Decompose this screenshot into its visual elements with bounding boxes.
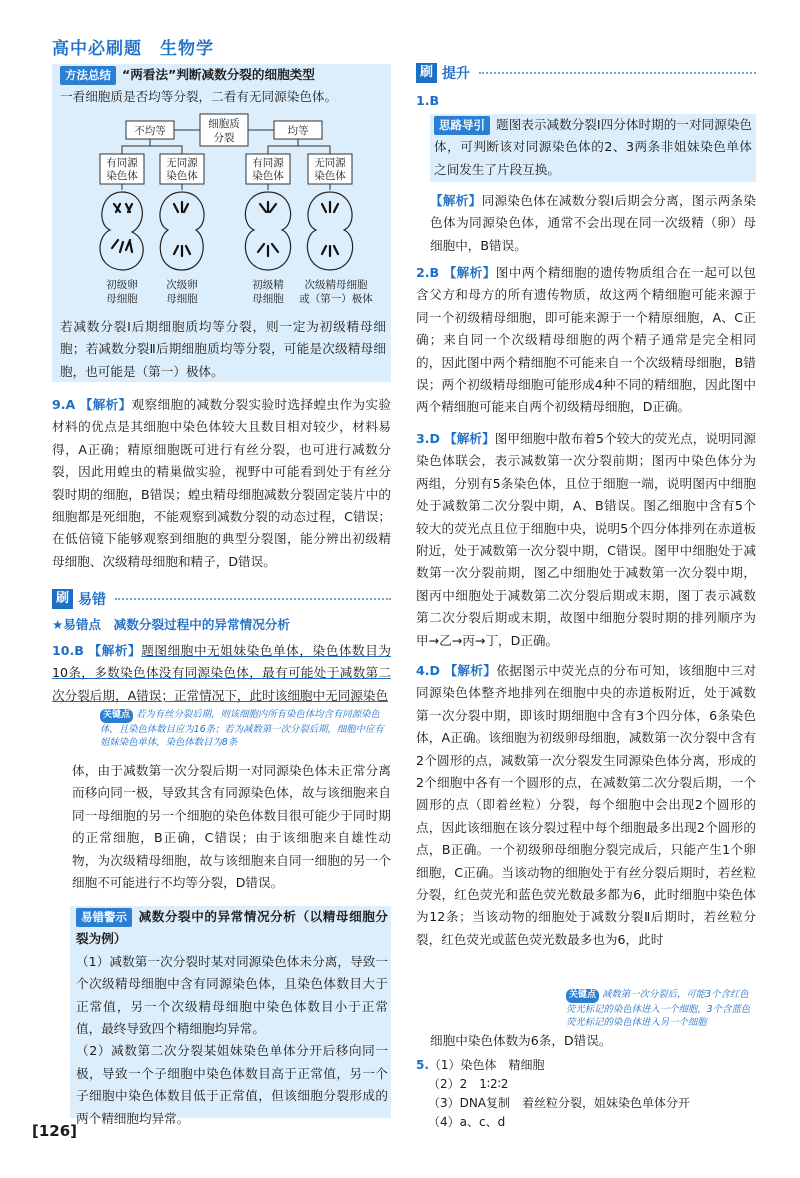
svg-text:次级卵: 次级卵	[166, 279, 198, 291]
svg-text:母细胞: 母细胞	[106, 293, 138, 305]
section-error-header: 刷 易错	[52, 588, 391, 610]
question-10-continued: 体，由于减数第一次分裂后期一对同源染色体未正常分离而移向同一极，导致其含有同源染色体，故与该细胞来自同一母细胞的另一个细胞的染色体数目很可能少于同时期的正常细胞，B正确，C错误；由于该细胞来自雄性动物，为次级精母细胞，故与该细胞来自同一细胞的另一个细胞不可能进行不均等分裂，D错误。	[72, 763, 391, 891]
question-5: 5.（1）染色体 精细胞 （2）2 1∶2∶2 （3）DNA复制 着丝粒分裂，姐妹染色单体分开 （4）a、c、d	[416, 1058, 691, 1129]
svg-text:分裂: 分裂	[213, 132, 235, 144]
question-4: 4.D 【解析】依据图示中荧光点的分布可知，该细胞中三对同源染色体整齐地排列在细胞中央的赤道板附近，处于减数第一次分裂中期，即该时期细胞中含有3个四分体，6条染色体，A正确。该细胞为初级卵母细胞，减数第一次分裂中含有2个圆形的点，减数第一次分裂发生同源染色体分离，形成的2个细胞中各有一个圆形的点，在减数第二次分裂后期，一个圆形的点（即着丝粒）分裂，每个细胞中会出现2个圆形的点，因此该细胞在该分裂过程中每个细胞最多出现2个圆形的点，B正确。一个初级卵母细胞分裂完成后，只能产生1个卵细胞，C正确。当该动物的细胞处于有丝分裂后期时，若丝粒分裂，红色荧光和蓝色荧光数最多都为6，此时细胞中染色体为12条；当该动物的细胞处于减数分裂Ⅱ后期时，若丝粒分裂，红色荧光或蓝色荧光数最多也为6，此时	[416, 663, 757, 947]
page-number: [126]	[32, 1122, 78, 1140]
svg-text:母细胞: 母细胞	[166, 293, 198, 305]
svg-text:染色体: 染色体	[252, 170, 284, 182]
cell-primary-oocyte	[100, 192, 143, 270]
question-1: 1.B	[416, 93, 440, 108]
svg-text:染色体: 染色体	[314, 170, 346, 182]
svg-text:无同源: 无同源	[314, 157, 346, 169]
svg-text:染色体: 染色体	[166, 170, 198, 182]
question-2: 2.B 【解析】图中两个精细胞的遗传物质组合在一起可以包含父方和母方的所有遗传物质，故这两个精细胞可能来源于同一个初级精母细胞，即可能来源于一个精原细胞，A、C正确；来自同一个次级精母细胞的两个精子通常是完全相同的，因此图中两个精细胞不可能来自一个次级精母细胞，B错误；两个初级精母细胞可能形成4种不同的精细胞，因此图中两个精细胞可能来自两个初级精母细胞，D正确。	[416, 265, 756, 415]
q4-keypoint: 关键点 减数第一次分裂后，可能3个含红色荧光标记的染色体进入一个细胞，3个含蓝色荧光标记的染色体进入另一个细胞	[566, 989, 751, 1028]
question-10: 10.B 【解析】题图细胞中无姐妹染色单体，染色体数目为10条，多数染色体没有同源染色体，最有可能处于减数第二次分裂后期，A错误；正常情况下，此时该细胞中无同源染色	[52, 643, 392, 703]
svg-text:母细胞: 母细胞	[252, 293, 284, 305]
svg-text:次级精母细胞: 次级精母细胞	[304, 279, 368, 291]
diagram-unequal-label: 不均等	[134, 125, 166, 137]
svg-text:有同源: 有同源	[106, 157, 138, 169]
diagram-root-label: 细胞质	[208, 118, 240, 130]
svg-text:有同源: 有同源	[252, 157, 284, 169]
q10-keypoint: 关键点 若为有丝分裂后期，则该细胞内所有染色体均含有同源染色体，且染色体数目应为16条；若为减数第一次分裂后期，细胞中应有姐妹染色单体，染色体数目为8条	[100, 709, 384, 748]
error-point: ★易错点 减数分裂过程中的异常情况分析	[52, 617, 290, 632]
method-summary	[60, 64, 386, 109]
svg-text:初级卵: 初级卵	[106, 279, 138, 291]
q1-analysis: 【解析】同源染色体在减数分裂Ⅰ后期会分离，图示两条染色体为同源染色体，通常不会出现在同一次级精（卵）母细胞中，B错误。	[430, 193, 757, 253]
diagram-equal-label: 均等	[287, 125, 309, 137]
question-3: 3.D 【解析】图甲细胞中散布着5个较大的荧光点，说明同源染色体联会，表示减数第一次分裂前期；图丙中染色体分为两组，分别有5条染色体，且位于细胞一端，说明图丙中细胞处于减数第二次分裂中期，A、B错误。图乙细胞中含有5个较大的荧光点且位于细胞中央，说明5个四分体排列在赤道板附近，处于减数第一次分裂中期，C错误。图甲中细胞处于减数第一次分裂前期，图乙中细胞处于减数第一次分裂中期，图丙中细胞处于减数第二次分裂后期或末期，图丁表示减数第二次分裂后期或末期，故图中细胞分裂时期的排列顺序为甲→乙→丙→丁，D正确。	[416, 431, 757, 648]
svg-text:无同源: 无同源	[166, 157, 198, 169]
method-tag: 方法总结	[60, 66, 116, 85]
svg-text:染色体: 染色体	[106, 170, 138, 182]
svg-text:初级精: 初级精	[252, 279, 284, 291]
section-improve-header: 刷 提升	[416, 62, 756, 84]
question-4-continued: 细胞中染色体数为6条，D错误。	[430, 1033, 612, 1048]
method-intro: 一看细胞质是否均等分裂，二看有无同源染色体。	[60, 89, 338, 105]
method-conclusion: 若减数分裂Ⅰ后期细胞质均等分裂，则一定为初级精母细胞；若减数分裂Ⅱ后期细胞质均等分裂，可能是次级精母细胞，也可能是（第一）极体。	[60, 319, 386, 379]
svg-text:或（第一）极体: 或（第一）极体	[299, 293, 373, 305]
q1-guide: 思路导引 题图表示减数分裂Ⅰ四分体时期的一对同源染色体，可判断该对同源染色体的2、3两条非姐妹染色单体之间发生了片段互换。	[434, 117, 752, 177]
method-title: “两看法”判断减数分裂的细胞类型	[122, 67, 315, 82]
page-header-title: 高中必刷题 生物学	[52, 39, 214, 59]
question-9: 9.A 【解析】观察细胞的减数分裂实验时选择蝗虫作为实验材料的优点是其细胞中染色体较大且数目相对较少，材料易得，A正确；精原细胞既可进行有丝分裂，也可进行减数分裂，因此用蝗虫的精巢做实验，视野中可能看到处于有丝分裂时期的细胞，B错误；蝗虫精母细胞减数分裂固定装片中的细胞都是死细胞，不能观察到减数分裂的动态过程，C错误；在低倍镜下能够观察到细胞的典型分裂图，能分辨出初级精母细胞、次级精母细胞和精子，D错误。	[52, 397, 392, 569]
meiosis-cell-diagram	[70, 112, 380, 308]
error-warning: 易错警示 减数分裂中的异常情况分析（以精母细胞分裂为例） （1）减数第一次分裂时某对同源染色体未分离，导致一个次级精母细胞中含有同源染色体，且染色体数目大于正常值，另一个次级精母细胞中染色体数目小于正常值，最终导致四个精细胞均异常。 （2）减数第二次分裂某姐妹染色单体分开后移向同一极，导致一个子细胞中染色体数目高于正常值，另一个子细胞中染色体数目低于正常值，但该细胞分裂形成的两个精细胞均异常。	[76, 909, 388, 1126]
